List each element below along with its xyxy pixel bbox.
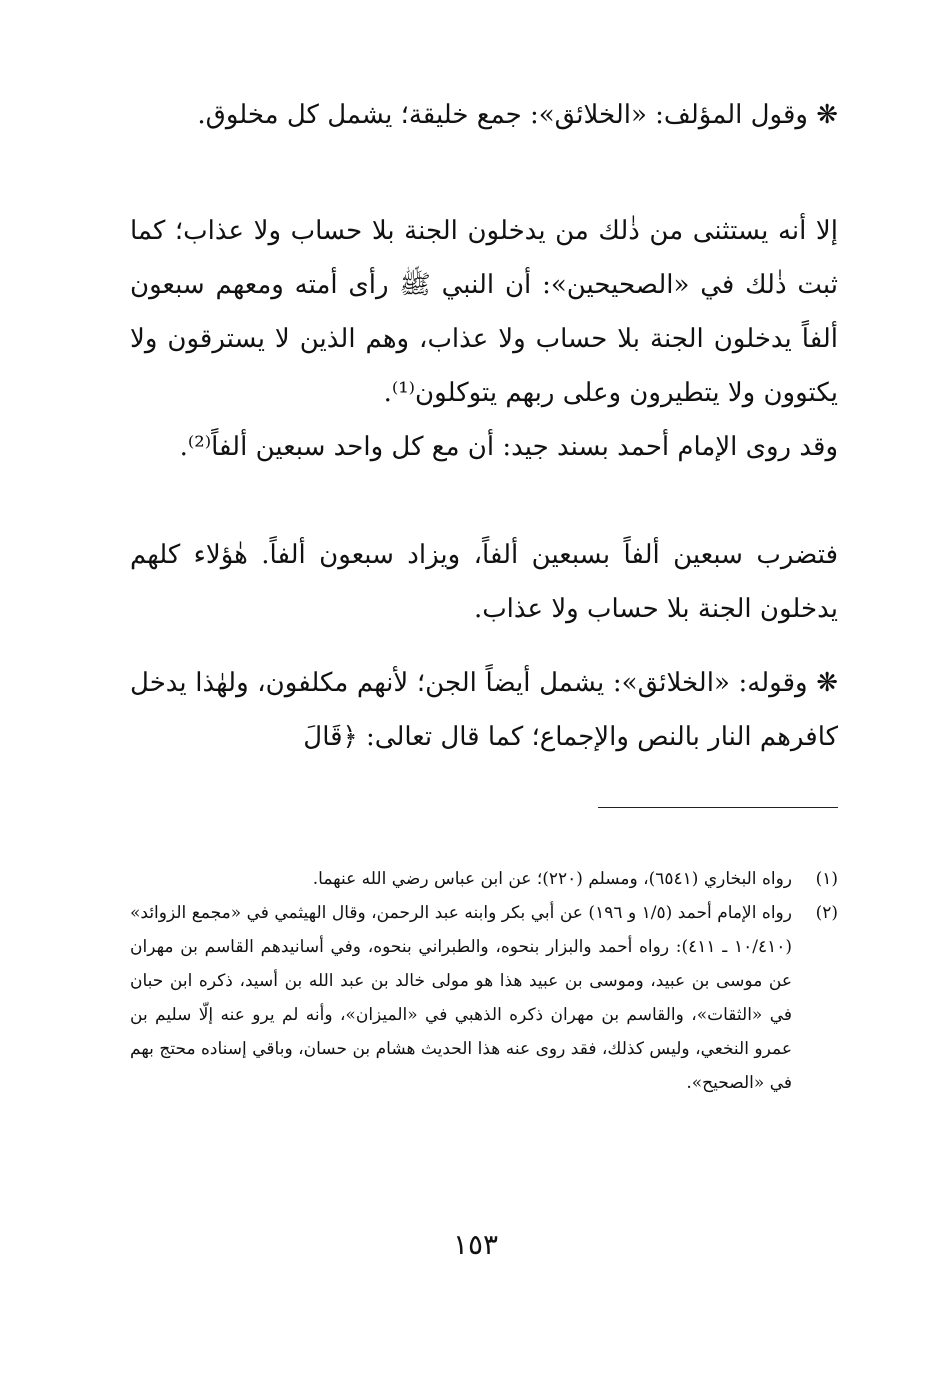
footnote-1 [130,862,838,896]
paragraph-khalaiq-definition [130,88,838,142]
paragraph-exception-seventy-thousand [130,204,838,420]
footnote-number: (١) [815,869,838,889]
footnote-text: رواه الإمام أحمد (١/٥ و ١٩٦) عن أبي بكر وابنه عبد الرحمن، وقال الهيثمي في «مجمع الزوائد» (١٠/٤١٠ ـ ٤١١): رواه أحمد والبزار بنحوه، والطبراني بنحوه، وفي أسانيدهم القاسم بن مهران عن موسى بن عبيد، وموسى بن عبيد هذا هو مولى خالد بن عبد الله بن أسيد، ذكره ابن حبان في «الثقات»، والقاسم بن مهران ذكره الذهبي في «الميزان»، وأنه لم يرو عنه إلّا سليم بن عمرو النخعي، وليس كذلك، فقد روى عنه هذا الحديث هشام بن حسان، وباقي إسناده محتج بهم في «الصحيح». [130,903,792,1093]
footnote-separator [598,807,838,808]
page-number: ١٥٣ [452,1228,499,1261]
paragraph-jinn [130,656,838,764]
paragraph-text: إلا أنه يستثنى من ذٰلك من يدخلون الجنة بلا حساب ولا عذاب؛ كما ثبت ذٰلك في «الصحيحين»: أن النبي ﷺ رأى أمته ومعهم سبعون ألفاً يدخلون الجنة بلا حساب ولا عذاب، وهم الذين لا يسترقون ولا يكتوون ولا يتطيرون وعلى ربهم يتوكلون⁽¹⁾. [130,216,838,408]
footnote-number: (٢) [815,903,838,923]
footnotes-section [130,862,838,1100]
footnote-text: رواه البخاري (٦٥٤١)، ومسلم (٢٢٠)؛ عن ابن عباس رضي الله عنهما. [312,869,792,889]
footnote-2 [130,896,838,1100]
paragraph-text: ❋ وقول المؤلف: «الخلائق»: جمع خليقة؛ يشمل كل مخلوق. [197,100,838,130]
paragraph-multiplication [130,528,838,636]
paragraph-text: فتضرب سبعين ألفاً بسبعين ألفاً، ويزاد سبعون ألفاً. هٰؤلاء كلهم يدخلون الجنة بلا حساب ولا عذاب. [130,540,838,624]
paragraph-ahmad-narration [130,420,838,474]
paragraph-text: ❋ وقوله: «الخلائق»: يشمل أيضاً الجن؛ لأنهم مكلفون، ولهٰذا يدخل كافرهم النار بالنص والإجماع؛ كما قال تعالى: ﴿قَالَ [130,668,838,752]
paragraph-text: وقد روى الإمام أحمد بسند جيد: أن مع كل واحد سبعين ألفاً⁽²⁾. [179,432,838,462]
